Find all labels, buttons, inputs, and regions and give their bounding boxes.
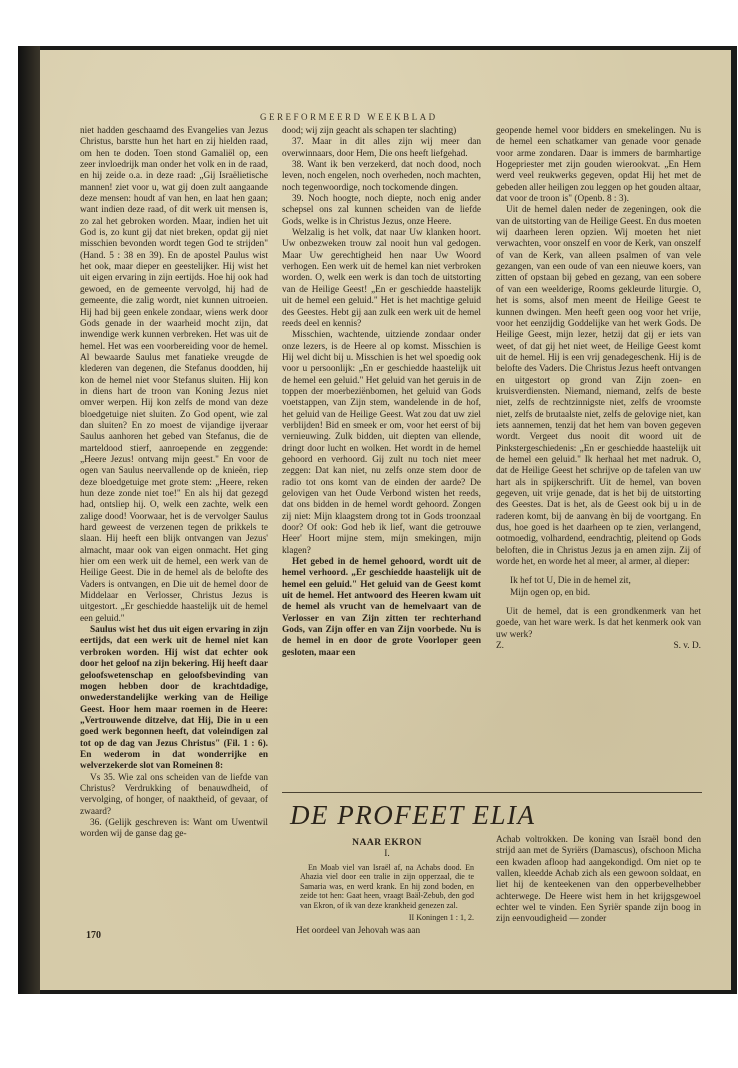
- col1-paragraph-4: 36. (Gelijk geschreven is: Want om Uwentwil worden wij de ganse dag ge-: [80, 817, 268, 840]
- elia-right-column: Achab voltrokken. De koning van Israël bond den strijd aan met de Syriërs (Damascus), ofschoon Micha een kwaden afloop had aangekondigd. Om niet op te vallen, kleedde Achab zich als een gewoon soldaat, en liet hij de kenteekenen van den opperbevelhebber achterwege. De Heere wist hem in het krijgsgewoel echter wel te vinden. Een Syriër spande zijn boog in zijn eenvoudigheid — zonder: [496, 835, 701, 925]
- book-spine-shadow: [18, 46, 40, 994]
- scripture-reference: II Koningen 1 : 1, 2.: [408, 913, 474, 923]
- col2-paragraph-1: dood; wij zijn geacht als schapen ter slachting): [282, 126, 457, 136]
- page-number: 170: [86, 930, 101, 941]
- part-number: I.: [384, 849, 390, 860]
- signature-right: S. v. D.: [673, 641, 701, 652]
- col2-paragraph-6: Misschien, wachtende, uitziende zondaar onder onze lezers, is de Heere al op komst. Misschien is Hij wel dicht bij u. Misschien is het wel spoedig ook voor u persoonlijk: „En er geschiedde haastelijk uit de hemel een geluid." Het geluid van het geruis in de toppen der moerbeziënbomen, het geluid van Gods voetstappen, van Zijn stem, wandelende in de hof, het geluid van de Heilige Geest. Wat zou dat uw ziel verblijden! Bid en smeek er om, voor het eerst of bij vernieuwing. Zulk bidden, uit diepten van ellende, dringt door lucht en wolken. Het wordt in de hemel gehoord en verhoord. Gij zult nu toch niet meer zeggen: Dat kan niet, nu zelfs onze stem door de radio tot ons komt van de einden der aarde? De gelovigen van het Oude Verbond wisten het reeds, dat ons bidden in de hemel wordt gehoord. Zongen zij niet: Mijn klaagstem drong tot in Gods troonzaal door? Of ook: God heb ik lief, want die getrouwe Heer' Hoort mijne stem, mijn smekingen, mijn klagen?: [282, 330, 481, 556]
- article-subtitle: NAAR EKRON: [352, 838, 422, 848]
- signature-left: Z.: [496, 641, 505, 652]
- article-title: DE PROFEET ELIA: [290, 800, 536, 830]
- running-header: GEREFORMEERD WEEKBLAD: [260, 112, 438, 122]
- col2-paragraph-4: 39. Noch hoogte, noch diepte, noch enig ander schepsel ons zal kunnen scheiden van de liefde Gods, welke is in Christus Jezus, onze Heere.: [282, 194, 481, 227]
- col2-paragraph-2: 37. Maar in dit alles zijn wij meer dan overwinnaars, door Hem, Die ons heeft liefgehad.: [282, 137, 481, 159]
- col2-paragraph-5: Welzalig is het volk, dat naar Uw klanken hoort. Uw onbezweken trouw zal nooit hun val gedogen. Maar Uw gerechtigheid hen naar Uw Woord verhogen. Een werk uit de hemel kan niet verbroken worden. O, welk een werk is dan toch de uitstorting van de Heilige Geest! „En er geschiedde haastelijk uit de hemel een geluid." Het is het machtige geluid des Geestes. Hebt gij aan zulk een werk uit de hemel reeds deel en kennis?: [282, 228, 481, 329]
- col1-paragraph-2: Saulus wist het dus uit eigen ervaring in zijn eertijds, dat een werk uit de hemel niet kan verbroken worden. Hij wist dat echter ook door het geloof na zijn bekering. Hij heeft daar geloofswetenschap en geloofsbevinding van mogen hebben door de krachtdadige, onwederstandelijke werking van de Heilige Geest. Hoor hem maar roemen in de Heere: „Vertrouwende ditzelve, dat Hij, Die in u een goed werk begonnen heeft, dat voleindigen zal tot op de dag van Jezus Christus" (Fil. 1 : 6). En wederom in dat wonderrijke en welverzekerde slot van Romeinen 8:: [80, 625, 268, 772]
- quoted-verse: Ik hef tot U, Die in de hemel zit, Mijn ogen op, en bid.: [510, 576, 631, 598]
- col2-paragraph-7: Het gebed in de hemel gehoord, wordt uit de hemel verhoord. „Er geschiedde haastelijk uit de hemel een geluid." Het geluid van de Geest komt uit de hemel. Het antwoord des Heeren kwam uit de hemel als vrucht van de hemelvaart van de Verlosser en van Zijn zitten ter rechterhand Gods, van Zijn offer en van Zijn voorbede. Nu is de hemel in en door de grote Voorloper geen gesloten, maar een: [282, 557, 481, 658]
- col3-closing-paragraph: Uit de hemel, dat is een grondkenmerk van het goede, van het ware werk. Is dat het kenmerk ook van uw werk?: [496, 607, 701, 640]
- col1-paragraph-3: Vs 35. Wie zal ons scheiden van de liefde van Christus? Verdrukking of benauwdheid, of vervolging, of honger, of naaktheid, of gevaar, of zwaard?: [80, 772, 268, 817]
- col1-paragraph-1: niet hadden geschaamd des Evangelies van Jezus Christus, barstte hun het hart en zij hielden raad, om hen te doden. Toen stond Gamaliël op, een zeer invloedrijk man onder het volk en in de raad, en hij zeide o.a. in deze raad: „Gij Israëlietische mannen! ziet voor u, wat gij doen zult aangaande deze mensen: houdt af van hen, en laat hen gaan; want indien deze raad, of dit werk uit mensen is, zo zal het gebroken worden. Maar, indien het uit God is, zo kunt gij dat niet breken, opdat gij niet misschien bevonden wordt tegen God te strijden" (Hand. 5 : 38 en 39). En de apostel Paulus wist het ook, maar dieper en geestelijker. Hij wist het uit eigen ervaring in zijn eertijds. Hoe hij ook had gewoed, en de gemeente vervolgd, hij had de gemeente, die zalig wordt, niet kunnen uitroeien. Hij had bij geen enkele zondaar, wiens werk door Gods genade in der waarheid mocht zijn, dat inwendige werk kunnen verbreken. Het was uit de hemel. Het was een voorbereiding voor de hemel. Al bewaarde Saulus met fanatieke vreugde de klederen van degenen, die Stefanus doodden, hij kon de hemel niet voor Stefanus sluiten. Hij kon in diens hart de troon van Koning Jezus niet omver werpen. Hij kon zelfs de mond van deze bloedgetuige niet sluiten. Zo God opent, wie zal dan sluiten? En zo moest de vijandige ijveraar Saulus aanhoren het gebed van Stefanus, die de marteldood stierf, aanroepende en zeggende: „Heere Jezus! ontvang mijn geest." En voor de ogen van Saulus neervallende op de knieën, riep deze bloedgetuige met grote stem: „Heere, reken hun deze zonde niet toe!" En als hij dat gezegd had, ontsliep hij. O, welk een zachte, welk een zalige dood! Voorwaar, het is de vervolger Saulus hard geweest de verzenen tegen de prikkels te slaan. Hij heeft een blijk ontvangen van Jezus' almacht, maar ook van eigen onmacht. Het ging hier om een werk uit de hemel, een werk van de Heilige Geest. Die in de hemel als de belofte des Vaders is ontvangen, en Die uit de hemel door de Middelaar en Verlosser, Christus Jezus is uitgestort. „Er geschiedde haastelijk uit de hemel een geluid.": [80, 126, 268, 624]
- elia-text-start: Het oordeel van Jehovah was aan: [296, 925, 421, 936]
- elia-left-column: [288, 838, 486, 937]
- col3-paragraph-2: Uit de hemel dalen neder de zegeningen, ook die van de uitstorting van de Heilige Geest. En dus moeten wij daarheen leren opzien. Wij moeten het niet verwachten, voor onszelf en voor de Kerk, van onszelf of van de Kerk, van alleen psalmen of van vele gezangen, van een oude of van een nieuwe koers, van zitten of opstaan bij gebed en gezang, van een sobere of van een weelderige, Rooms gekleurde liturgie. O, het is soms, alsof men meent de Heilige Geest te kunnen dwingen. Men heeft geen oog voor het vrije, voor het eenzijdig Goddelijke van het werk Gods. De Heilige Geest, mijn lezer, hetzij dat gij er iets van weet, of dat gij het niet weet, de Heilige Geest komt uit de hemel. Hij is een vrij genadegeschenk. Hij is de belofte des Vaders. Die Christus Jezus heeft ontvangen en uitgestort op grond van Zijn zoen- en kruisverdiensten. Niemand, niemand, zelfs de beste niet, zelfs de rechtzinnigste niet, zelfs de vroomste niet, zelfs de brutaalste niet, zelfs de gelovige niet, kan iets aannemen, tenzij dat het hem van boven gegeven wordt. Vergeet dus nooit dit woord uit de Pinkstergeschiedenis: „En er geschiedde haastelijk uit de hemel een geluid." Ik herhaal het met nadruk. O, dat de Heilige Geest het schrijve op de tafelen van uw hart als in spijkerschrift. Uit de hemel, van boven gegeven, uit vrije genade, dat is het bij de uitstorting des Geestes. Dat is het, als de Geest ook bij u in de raderen komt, bij de aanvang èn bij de voortgang. En dus, hoe goed is het daarheen op te zien, verlangend, ootmoedig, volhardend, eendrachtig, pleitend op Gods beloften, die in Christus Jezus ja en amen zijn. Zij of worde het, en worde het al meer, al armer, al dieper:: [496, 205, 701, 568]
- article-signature: [496, 641, 701, 652]
- scripture-quote: En Moab viel van Israël af, na Achabs dood. En Ahazia viel door een tralie in zijn opperzaal, die te Samaria was, en werd krank. En hij zond boden, en zeide tot hen: Gaat heen, vraagt Baäl-Zebub, den god van Ekron, of ik van deze krankheid genezen zal.: [300, 862, 474, 910]
- column-1: [80, 126, 268, 926]
- col3-paragraph-1: geopende hemel voor bidders en smekelingen. Nu is de hemel een schatkamer van genade voor genade voor arme zondaren. Daar is immers de barmhartige Hogepriester met zijn gouden wierookvat. „En Hem werd veel reukwerks gegeven, opdat Hij het met de gebeden aller heiligen zou leggen op het gouden altaar, dat voor de troon is" (Openb. 8 : 3).: [496, 126, 701, 205]
- column-3: [496, 126, 701, 786]
- section-divider: [282, 792, 702, 793]
- column-2: [282, 126, 481, 786]
- col2-paragraph-3: 38. Want ik ben verzekerd, dat noch dood, noch leven, noch engelen, noch overheden, noch machten, noch tegenwoordige, noch tockomende dingen.: [282, 160, 481, 193]
